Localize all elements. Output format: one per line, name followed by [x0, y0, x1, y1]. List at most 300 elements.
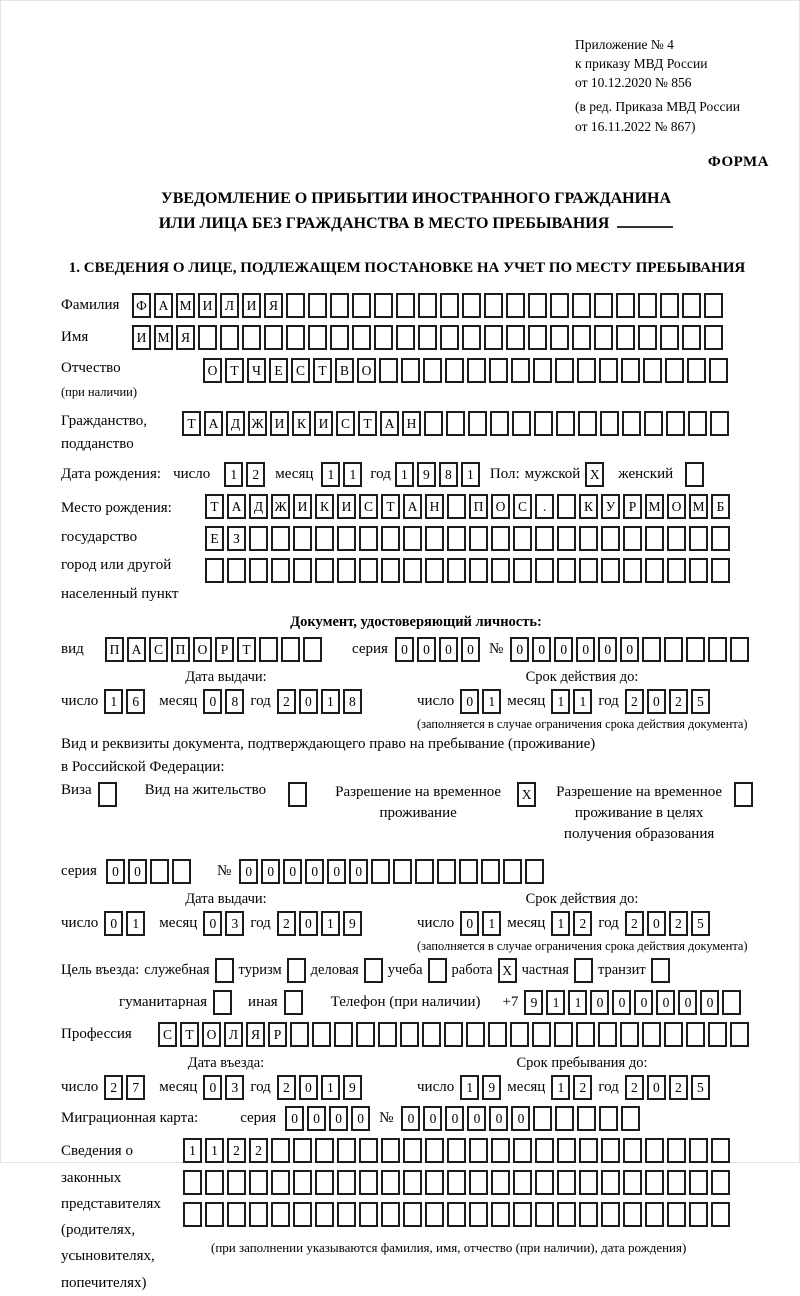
char-cell[interactable]: О [357, 358, 376, 383]
char-cell[interactable]: X [585, 462, 604, 487]
char-cell[interactable] [491, 558, 510, 583]
char-cell[interactable] [469, 1202, 488, 1227]
char-cell[interactable] [440, 293, 459, 318]
char-cell[interactable] [709, 358, 728, 383]
char-cell[interactable]: К [579, 494, 598, 519]
char-cell[interactable] [598, 1022, 617, 1047]
char-cell[interactable]: 0 [590, 990, 609, 1015]
char-cell[interactable]: 2 [277, 1075, 296, 1100]
char-cell[interactable] [469, 526, 488, 551]
char-cell[interactable] [601, 1202, 620, 1227]
char-cell[interactable]: 2 [277, 911, 296, 936]
char-cell[interactable]: 1 [573, 689, 592, 714]
char-cell[interactable] [364, 958, 383, 983]
char-cell[interactable]: 1 [461, 462, 480, 487]
char-cell[interactable] [293, 1170, 312, 1195]
char-cell[interactable]: 0 [647, 689, 666, 714]
char-cell[interactable] [491, 526, 510, 551]
char-cell[interactable]: Р [215, 637, 234, 662]
char-cell[interactable]: 0 [401, 1106, 420, 1131]
char-cell[interactable]: М [176, 293, 195, 318]
char-cell[interactable] [418, 293, 437, 318]
char-cell[interactable] [534, 411, 553, 436]
char-cell[interactable]: 0 [106, 859, 125, 884]
char-cell[interactable] [359, 558, 378, 583]
char-cell[interactable] [205, 1202, 224, 1227]
char-cell[interactable] [315, 1202, 334, 1227]
char-cell[interactable]: 0 [489, 1106, 508, 1131]
char-cell[interactable] [535, 1170, 554, 1195]
char-cell[interactable] [513, 1138, 532, 1163]
char-cell[interactable]: 0 [461, 637, 480, 662]
char-cell[interactable] [645, 1170, 664, 1195]
char-cell[interactable] [594, 293, 613, 318]
char-cell[interactable] [620, 1022, 639, 1047]
char-cell[interactable]: Ч [247, 358, 266, 383]
char-cell[interactable]: 2 [249, 1138, 268, 1163]
char-cell[interactable]: 1 [321, 1075, 340, 1100]
char-cell[interactable]: 8 [225, 689, 244, 714]
char-cell[interactable]: 9 [524, 990, 543, 1015]
char-cell[interactable] [557, 494, 576, 519]
char-cell[interactable] [579, 558, 598, 583]
char-cell[interactable] [686, 637, 705, 662]
char-cell[interactable] [506, 293, 525, 318]
char-cell[interactable] [601, 1138, 620, 1163]
char-cell[interactable]: Б [711, 494, 730, 519]
char-cell[interactable]: Р [623, 494, 642, 519]
char-cell[interactable]: О [667, 494, 686, 519]
char-cell[interactable] [513, 558, 532, 583]
char-cell[interactable] [525, 859, 544, 884]
char-cell[interactable]: 5 [691, 689, 710, 714]
char-cell[interactable] [689, 1138, 708, 1163]
char-cell[interactable] [308, 325, 327, 350]
char-cell[interactable] [642, 637, 661, 662]
char-cell[interactable] [579, 1138, 598, 1163]
char-cell[interactable] [381, 1138, 400, 1163]
char-cell[interactable] [667, 526, 686, 551]
char-cell[interactable] [730, 1022, 749, 1047]
char-cell[interactable] [379, 358, 398, 383]
char-cell[interactable] [535, 526, 554, 551]
char-cell[interactable]: С [158, 1022, 177, 1047]
char-cell[interactable] [403, 558, 422, 583]
char-cell[interactable]: 0 [128, 859, 147, 884]
char-cell[interactable]: М [154, 325, 173, 350]
char-cell[interactable] [667, 558, 686, 583]
char-cell[interactable] [466, 1022, 485, 1047]
char-cell[interactable] [183, 1170, 202, 1195]
char-cell[interactable]: 9 [482, 1075, 501, 1100]
char-cell[interactable] [447, 494, 466, 519]
char-cell[interactable] [293, 526, 312, 551]
char-cell[interactable] [425, 526, 444, 551]
char-cell[interactable] [513, 1202, 532, 1227]
char-cell[interactable] [645, 1202, 664, 1227]
char-cell[interactable]: Н [402, 411, 421, 436]
char-cell[interactable] [711, 526, 730, 551]
char-cell[interactable]: 0 [439, 637, 458, 662]
char-cell[interactable]: О [193, 637, 212, 662]
char-cell[interactable]: 1 [551, 689, 570, 714]
char-cell[interactable] [638, 325, 657, 350]
char-cell[interactable]: 2 [246, 462, 265, 487]
char-cell[interactable]: 0 [203, 689, 222, 714]
char-cell[interactable]: И [242, 293, 261, 318]
char-cell[interactable]: 0 [305, 859, 324, 884]
char-cell[interactable]: Т [182, 411, 201, 436]
char-cell[interactable]: Ф [132, 293, 151, 318]
char-cell[interactable]: И [337, 494, 356, 519]
char-cell[interactable]: А [227, 494, 246, 519]
char-cell[interactable] [577, 1106, 596, 1131]
char-cell[interactable]: 5 [691, 911, 710, 936]
char-cell[interactable]: П [171, 637, 190, 662]
char-cell[interactable] [577, 358, 596, 383]
char-cell[interactable] [459, 859, 478, 884]
char-cell[interactable] [378, 1022, 397, 1047]
char-cell[interactable]: И [293, 494, 312, 519]
char-cell[interactable] [664, 1022, 683, 1047]
char-cell[interactable]: К [292, 411, 311, 436]
char-cell[interactable] [312, 1022, 331, 1047]
char-cell[interactable]: 0 [307, 1106, 326, 1131]
char-cell[interactable] [622, 411, 641, 436]
char-cell[interactable]: 2 [277, 689, 296, 714]
char-cell[interactable] [337, 1202, 356, 1227]
char-cell[interactable]: И [198, 293, 217, 318]
char-cell[interactable]: Т [180, 1022, 199, 1047]
char-cell[interactable] [374, 325, 393, 350]
char-cell[interactable]: 0 [423, 1106, 442, 1131]
char-cell[interactable] [623, 1138, 642, 1163]
char-cell[interactable] [704, 293, 723, 318]
char-cell[interactable]: 0 [700, 990, 719, 1015]
char-cell[interactable] [381, 1170, 400, 1195]
char-cell[interactable] [660, 293, 679, 318]
char-cell[interactable]: 5 [691, 1075, 710, 1100]
char-cell[interactable]: 0 [283, 859, 302, 884]
char-cell[interactable] [686, 1022, 705, 1047]
char-cell[interactable] [710, 411, 729, 436]
char-cell[interactable] [555, 358, 574, 383]
char-cell[interactable]: В [335, 358, 354, 383]
char-cell[interactable] [594, 325, 613, 350]
char-cell[interactable]: 1 [205, 1138, 224, 1163]
char-cell[interactable] [503, 859, 522, 884]
char-cell[interactable]: Л [224, 1022, 243, 1047]
char-cell[interactable] [512, 411, 531, 436]
char-cell[interactable] [425, 1138, 444, 1163]
char-cell[interactable] [334, 1022, 353, 1047]
char-cell[interactable] [682, 293, 701, 318]
char-cell[interactable] [711, 1170, 730, 1195]
char-cell[interactable] [215, 958, 234, 983]
char-cell[interactable]: 2 [669, 911, 688, 936]
char-cell[interactable] [528, 293, 547, 318]
char-cell[interactable] [599, 1106, 618, 1131]
char-cell[interactable] [688, 411, 707, 436]
char-cell[interactable] [578, 411, 597, 436]
char-cell[interactable] [557, 526, 576, 551]
char-cell[interactable]: И [132, 325, 151, 350]
char-cell[interactable]: 2 [625, 911, 644, 936]
char-cell[interactable]: 8 [343, 689, 362, 714]
char-cell[interactable] [315, 1170, 334, 1195]
char-cell[interactable] [271, 1170, 290, 1195]
char-cell[interactable]: 0 [511, 1106, 530, 1131]
char-cell[interactable] [337, 526, 356, 551]
char-cell[interactable] [227, 1202, 246, 1227]
char-cell[interactable] [425, 558, 444, 583]
char-cell[interactable]: А [380, 411, 399, 436]
char-cell[interactable] [249, 526, 268, 551]
char-cell[interactable]: 0 [203, 1075, 222, 1100]
char-cell[interactable] [689, 558, 708, 583]
char-cell[interactable]: П [469, 494, 488, 519]
char-cell[interactable] [685, 462, 704, 487]
char-cell[interactable] [621, 1106, 640, 1131]
char-cell[interactable] [281, 637, 300, 662]
char-cell[interactable] [572, 293, 591, 318]
char-cell[interactable] [506, 325, 525, 350]
char-cell[interactable]: 1 [551, 911, 570, 936]
char-cell[interactable] [532, 1022, 551, 1047]
char-cell[interactable] [513, 1170, 532, 1195]
char-cell[interactable] [337, 1138, 356, 1163]
char-cell[interactable]: 9 [343, 911, 362, 936]
char-cell[interactable] [315, 558, 334, 583]
char-cell[interactable] [337, 558, 356, 583]
char-cell[interactable]: 0 [656, 990, 675, 1015]
char-cell[interactable]: 1 [568, 990, 587, 1015]
char-cell[interactable] [651, 958, 670, 983]
char-cell[interactable]: 0 [510, 637, 529, 662]
char-cell[interactable] [730, 637, 749, 662]
char-cell[interactable] [638, 293, 657, 318]
char-cell[interactable] [264, 325, 283, 350]
char-cell[interactable]: Д [249, 494, 268, 519]
char-cell[interactable] [623, 526, 642, 551]
char-cell[interactable]: 0 [460, 689, 479, 714]
char-cell[interactable] [330, 325, 349, 350]
char-cell[interactable]: 2 [669, 1075, 688, 1100]
char-cell[interactable] [491, 1170, 510, 1195]
char-cell[interactable]: О [202, 1022, 221, 1047]
char-cell[interactable] [711, 1202, 730, 1227]
char-cell[interactable] [579, 526, 598, 551]
char-cell[interactable] [293, 1202, 312, 1227]
char-cell[interactable] [462, 293, 481, 318]
char-cell[interactable] [484, 325, 503, 350]
char-cell[interactable]: 0 [203, 911, 222, 936]
char-cell[interactable]: 0 [349, 859, 368, 884]
char-cell[interactable] [579, 1202, 598, 1227]
char-cell[interactable]: А [204, 411, 223, 436]
char-cell[interactable]: 0 [532, 637, 551, 662]
char-cell[interactable] [557, 558, 576, 583]
char-cell[interactable]: Т [313, 358, 332, 383]
char-cell[interactable] [287, 958, 306, 983]
char-cell[interactable]: 1 [551, 1075, 570, 1100]
char-cell[interactable]: 0 [598, 637, 617, 662]
char-cell[interactable] [533, 358, 552, 383]
char-cell[interactable]: 1 [183, 1138, 202, 1163]
char-cell[interactable]: 0 [678, 990, 697, 1015]
char-cell[interactable]: Т [205, 494, 224, 519]
char-cell[interactable] [308, 293, 327, 318]
char-cell[interactable] [510, 1022, 529, 1047]
char-cell[interactable] [576, 1022, 595, 1047]
char-cell[interactable] [381, 1202, 400, 1227]
char-cell[interactable]: 0 [576, 637, 595, 662]
char-cell[interactable] [381, 558, 400, 583]
char-cell[interactable] [213, 990, 232, 1015]
char-cell[interactable] [599, 358, 618, 383]
char-cell[interactable] [689, 526, 708, 551]
char-cell[interactable] [550, 325, 569, 350]
char-cell[interactable]: М [689, 494, 708, 519]
char-cell[interactable] [315, 526, 334, 551]
char-cell[interactable] [447, 1170, 466, 1195]
char-cell[interactable] [469, 558, 488, 583]
char-cell[interactable] [425, 1202, 444, 1227]
char-cell[interactable] [352, 293, 371, 318]
char-cell[interactable]: 9 [417, 462, 436, 487]
char-cell[interactable] [447, 1138, 466, 1163]
char-cell[interactable] [418, 325, 437, 350]
char-cell[interactable]: 1 [321, 462, 340, 487]
char-cell[interactable]: С [336, 411, 355, 436]
char-cell[interactable]: 0 [299, 689, 318, 714]
char-cell[interactable] [490, 411, 509, 436]
char-cell[interactable] [481, 859, 500, 884]
char-cell[interactable] [242, 325, 261, 350]
char-cell[interactable] [359, 1138, 378, 1163]
char-cell[interactable]: 1 [546, 990, 565, 1015]
char-cell[interactable] [572, 325, 591, 350]
char-cell[interactable]: Л [220, 293, 239, 318]
char-cell[interactable]: 0 [647, 1075, 666, 1100]
char-cell[interactable]: 3 [225, 911, 244, 936]
char-cell[interactable] [664, 637, 683, 662]
char-cell[interactable] [220, 325, 239, 350]
char-cell[interactable] [623, 1170, 642, 1195]
char-cell[interactable]: З [227, 526, 246, 551]
char-cell[interactable]: 1 [104, 689, 123, 714]
char-cell[interactable]: А [154, 293, 173, 318]
char-cell[interactable]: О [203, 358, 222, 383]
char-cell[interactable]: У [601, 494, 620, 519]
char-cell[interactable]: 0 [634, 990, 653, 1015]
char-cell[interactable] [533, 1106, 552, 1131]
char-cell[interactable] [396, 293, 415, 318]
char-cell[interactable] [616, 293, 635, 318]
char-cell[interactable]: 0 [395, 637, 414, 662]
char-cell[interactable]: 8 [439, 462, 458, 487]
char-cell[interactable] [574, 958, 593, 983]
char-cell[interactable]: 1 [482, 689, 501, 714]
char-cell[interactable]: П [105, 637, 124, 662]
char-cell[interactable] [643, 358, 662, 383]
char-cell[interactable] [704, 325, 723, 350]
char-cell[interactable] [284, 990, 303, 1015]
char-cell[interactable] [286, 293, 305, 318]
char-cell[interactable] [660, 325, 679, 350]
char-cell[interactable]: 0 [104, 911, 123, 936]
char-cell[interactable] [535, 558, 554, 583]
char-cell[interactable] [711, 1138, 730, 1163]
char-cell[interactable]: 0 [239, 859, 258, 884]
char-cell[interactable] [600, 411, 619, 436]
char-cell[interactable]: Д [226, 411, 245, 436]
char-cell[interactable]: Н [425, 494, 444, 519]
char-cell[interactable] [428, 958, 447, 983]
char-cell[interactable]: 7 [126, 1075, 145, 1100]
char-cell[interactable]: Я [264, 293, 283, 318]
char-cell[interactable] [734, 782, 753, 807]
char-cell[interactable]: 2 [625, 689, 644, 714]
char-cell[interactable] [337, 1170, 356, 1195]
char-cell[interactable]: А [127, 637, 146, 662]
char-cell[interactable] [271, 1202, 290, 1227]
char-cell[interactable]: 3 [225, 1075, 244, 1100]
char-cell[interactable] [556, 411, 575, 436]
char-cell[interactable]: Т [381, 494, 400, 519]
char-cell[interactable] [249, 1202, 268, 1227]
char-cell[interactable]: Р [268, 1022, 287, 1047]
char-cell[interactable]: С [513, 494, 532, 519]
char-cell[interactable] [198, 325, 217, 350]
char-cell[interactable]: С [149, 637, 168, 662]
char-cell[interactable]: X [517, 782, 536, 807]
char-cell[interactable]: 0 [329, 1106, 348, 1131]
char-cell[interactable] [227, 1170, 246, 1195]
char-cell[interactable]: Ж [271, 494, 290, 519]
char-cell[interactable] [682, 325, 701, 350]
char-cell[interactable]: 1 [482, 911, 501, 936]
char-cell[interactable] [491, 1138, 510, 1163]
char-cell[interactable] [293, 1138, 312, 1163]
char-cell[interactable]: 2 [573, 911, 592, 936]
char-cell[interactable] [579, 1170, 598, 1195]
char-cell[interactable] [424, 411, 443, 436]
char-cell[interactable]: 0 [261, 859, 280, 884]
char-cell[interactable] [249, 558, 268, 583]
char-cell[interactable]: 6 [126, 689, 145, 714]
char-cell[interactable] [393, 859, 412, 884]
char-cell[interactable]: 2 [625, 1075, 644, 1100]
char-cell[interactable] [293, 558, 312, 583]
char-cell[interactable]: 2 [227, 1138, 246, 1163]
char-cell[interactable] [303, 637, 322, 662]
char-cell[interactable] [401, 358, 420, 383]
char-cell[interactable] [356, 1022, 375, 1047]
char-cell[interactable] [374, 293, 393, 318]
char-cell[interactable]: Т [358, 411, 377, 436]
char-cell[interactable]: 0 [351, 1106, 370, 1131]
char-cell[interactable] [422, 1022, 441, 1047]
char-cell[interactable] [535, 1138, 554, 1163]
char-cell[interactable] [645, 526, 664, 551]
char-cell[interactable]: 0 [327, 859, 346, 884]
char-cell[interactable] [491, 1202, 510, 1227]
char-cell[interactable] [555, 1106, 574, 1131]
char-cell[interactable]: 0 [647, 911, 666, 936]
char-cell[interactable]: 9 [343, 1075, 362, 1100]
char-cell[interactable] [557, 1202, 576, 1227]
